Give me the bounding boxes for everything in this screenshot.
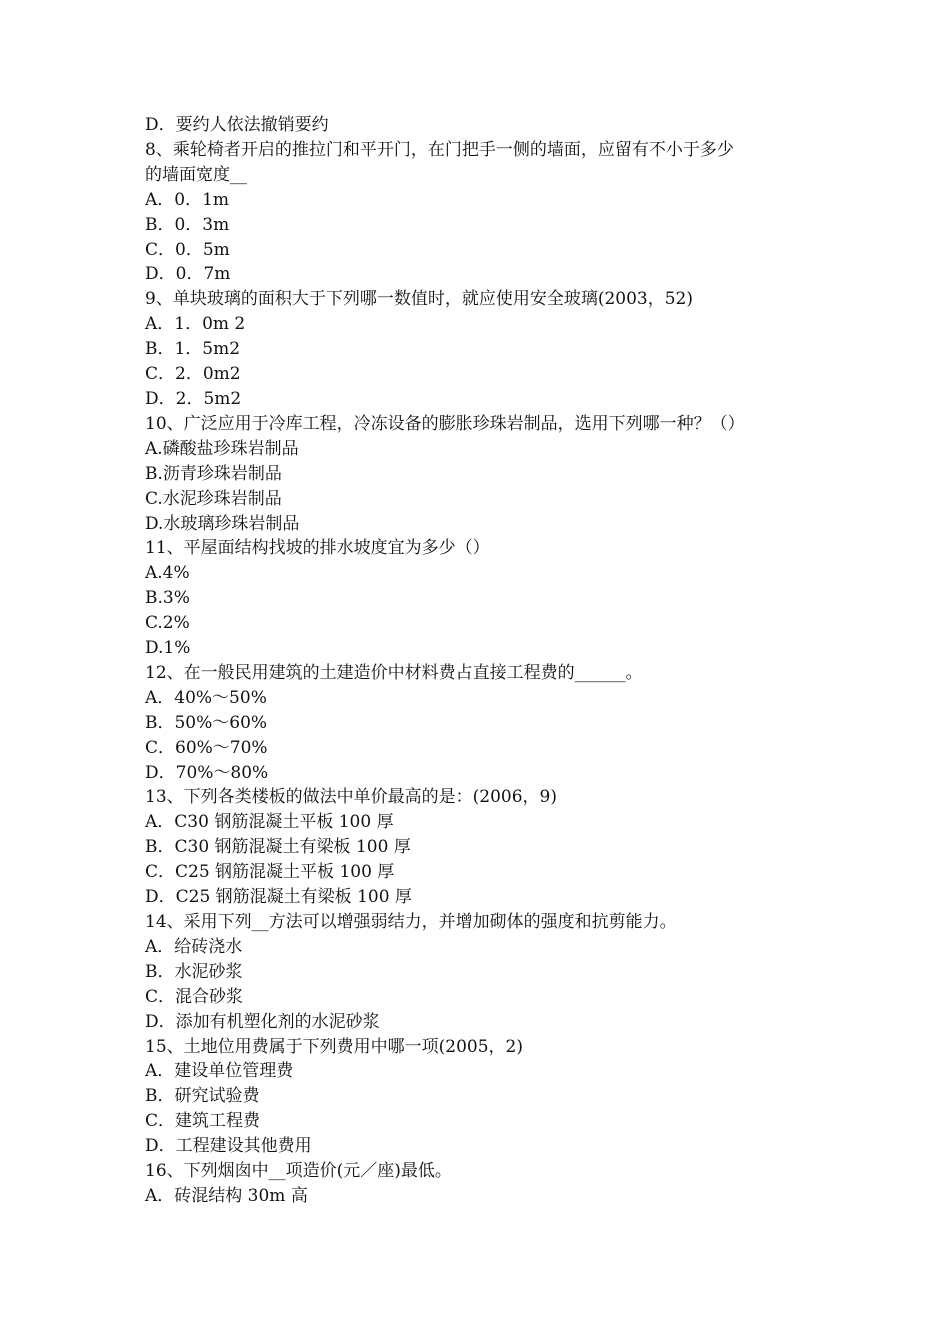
option-line: C．混合砂浆 [145, 986, 244, 1007]
question-line: 14、采用下列__方法可以增强弱结力，并增加砌体的强度和抗剪能力。 [145, 912, 677, 932]
question-line: 16、下列烟囱中__项造价(元／座)最低。 [145, 1161, 452, 1182]
option-line: A．40%～50% [145, 687, 267, 708]
option-line: A.磷酸盐珍珠岩制品 [145, 438, 299, 459]
question-line: 的墙面宽度__ [145, 164, 247, 185]
option-line: C．60%～70% [145, 737, 268, 758]
option-line: A．0．1m [145, 189, 230, 210]
question-line: 10、广泛应用于冷库工程，冷冻设备的膨胀珍珠岩制品，选用下列哪一种？（） [145, 413, 745, 434]
option-line: D．2．5m2 [145, 388, 242, 409]
option-line: B．研究试验费 [145, 1086, 260, 1107]
option-line: D．C25 钢筋混凝土有梁板 100 厚 [145, 887, 412, 908]
question-line: 11、平屋面结构找坡的排水坡度宜为多少（） [145, 538, 490, 559]
option-line: A．1．0m 2 [145, 314, 246, 335]
option-line: D．70%～80% [145, 762, 269, 783]
option-line: D．0．7m [145, 264, 231, 285]
option-line: D.1% [145, 638, 191, 659]
option-line: C．建筑工程费 [145, 1111, 261, 1132]
question-line: 13、下列各类楼板的做法中单价最高的是：(2006，9) [145, 787, 557, 808]
option-line: A．C30 钢筋混凝土平板 100 厚 [145, 812, 394, 833]
option-line: A．给砖浇水 [145, 936, 243, 957]
question-line: 9、单块玻璃的面积大于下列哪一数值时，就应使用安全玻璃(2003，52) [145, 289, 693, 310]
question-line: 8、乘轮椅者开启的推拉门和平开门，在门把手一侧的墙面，应留有不小于多少 [145, 139, 734, 160]
option-line: D.水玻璃珍珠岩制品 [145, 513, 300, 534]
option-line: B．1．5m2 [145, 339, 241, 360]
option-line: C.水泥珍珠岩制品 [145, 488, 282, 509]
option-line: B.沥青珍珠岩制品 [145, 463, 282, 484]
option-line: A．砖混结构 30m 高 [145, 1185, 308, 1206]
option-line: D．添加有机塑化剂的水泥砂浆 [145, 1011, 380, 1032]
option-line: B．C30 钢筋混凝土有梁板 100 厚 [145, 837, 411, 858]
question-line: 12、在一般民用建筑的土建造价中材料费占直接工程费的______。 [145, 662, 643, 683]
option-line: A.4% [145, 563, 190, 584]
option-line: D．要约人依法撤销要约 [145, 115, 329, 135]
document-body [145, 113, 825, 1209]
option-line: B．水泥砂浆 [145, 961, 243, 982]
option-line: B.3% [145, 588, 190, 609]
option-line: C．0．5m [145, 239, 230, 260]
question-line: 15、土地位用费属于下列费用中哪一项(2005，2) [145, 1036, 523, 1057]
option-line: C．C25 钢筋混凝土平板 100 厚 [145, 862, 395, 883]
option-line: C．2．0m2 [145, 364, 241, 385]
option-line: C.2% [145, 613, 190, 634]
option-line: B．0．3m [145, 214, 230, 235]
option-line: B．50%～60% [145, 712, 268, 733]
option-line: A．建设单位管理费 [145, 1061, 294, 1082]
option-line: D．工程建设其他费用 [145, 1136, 312, 1157]
